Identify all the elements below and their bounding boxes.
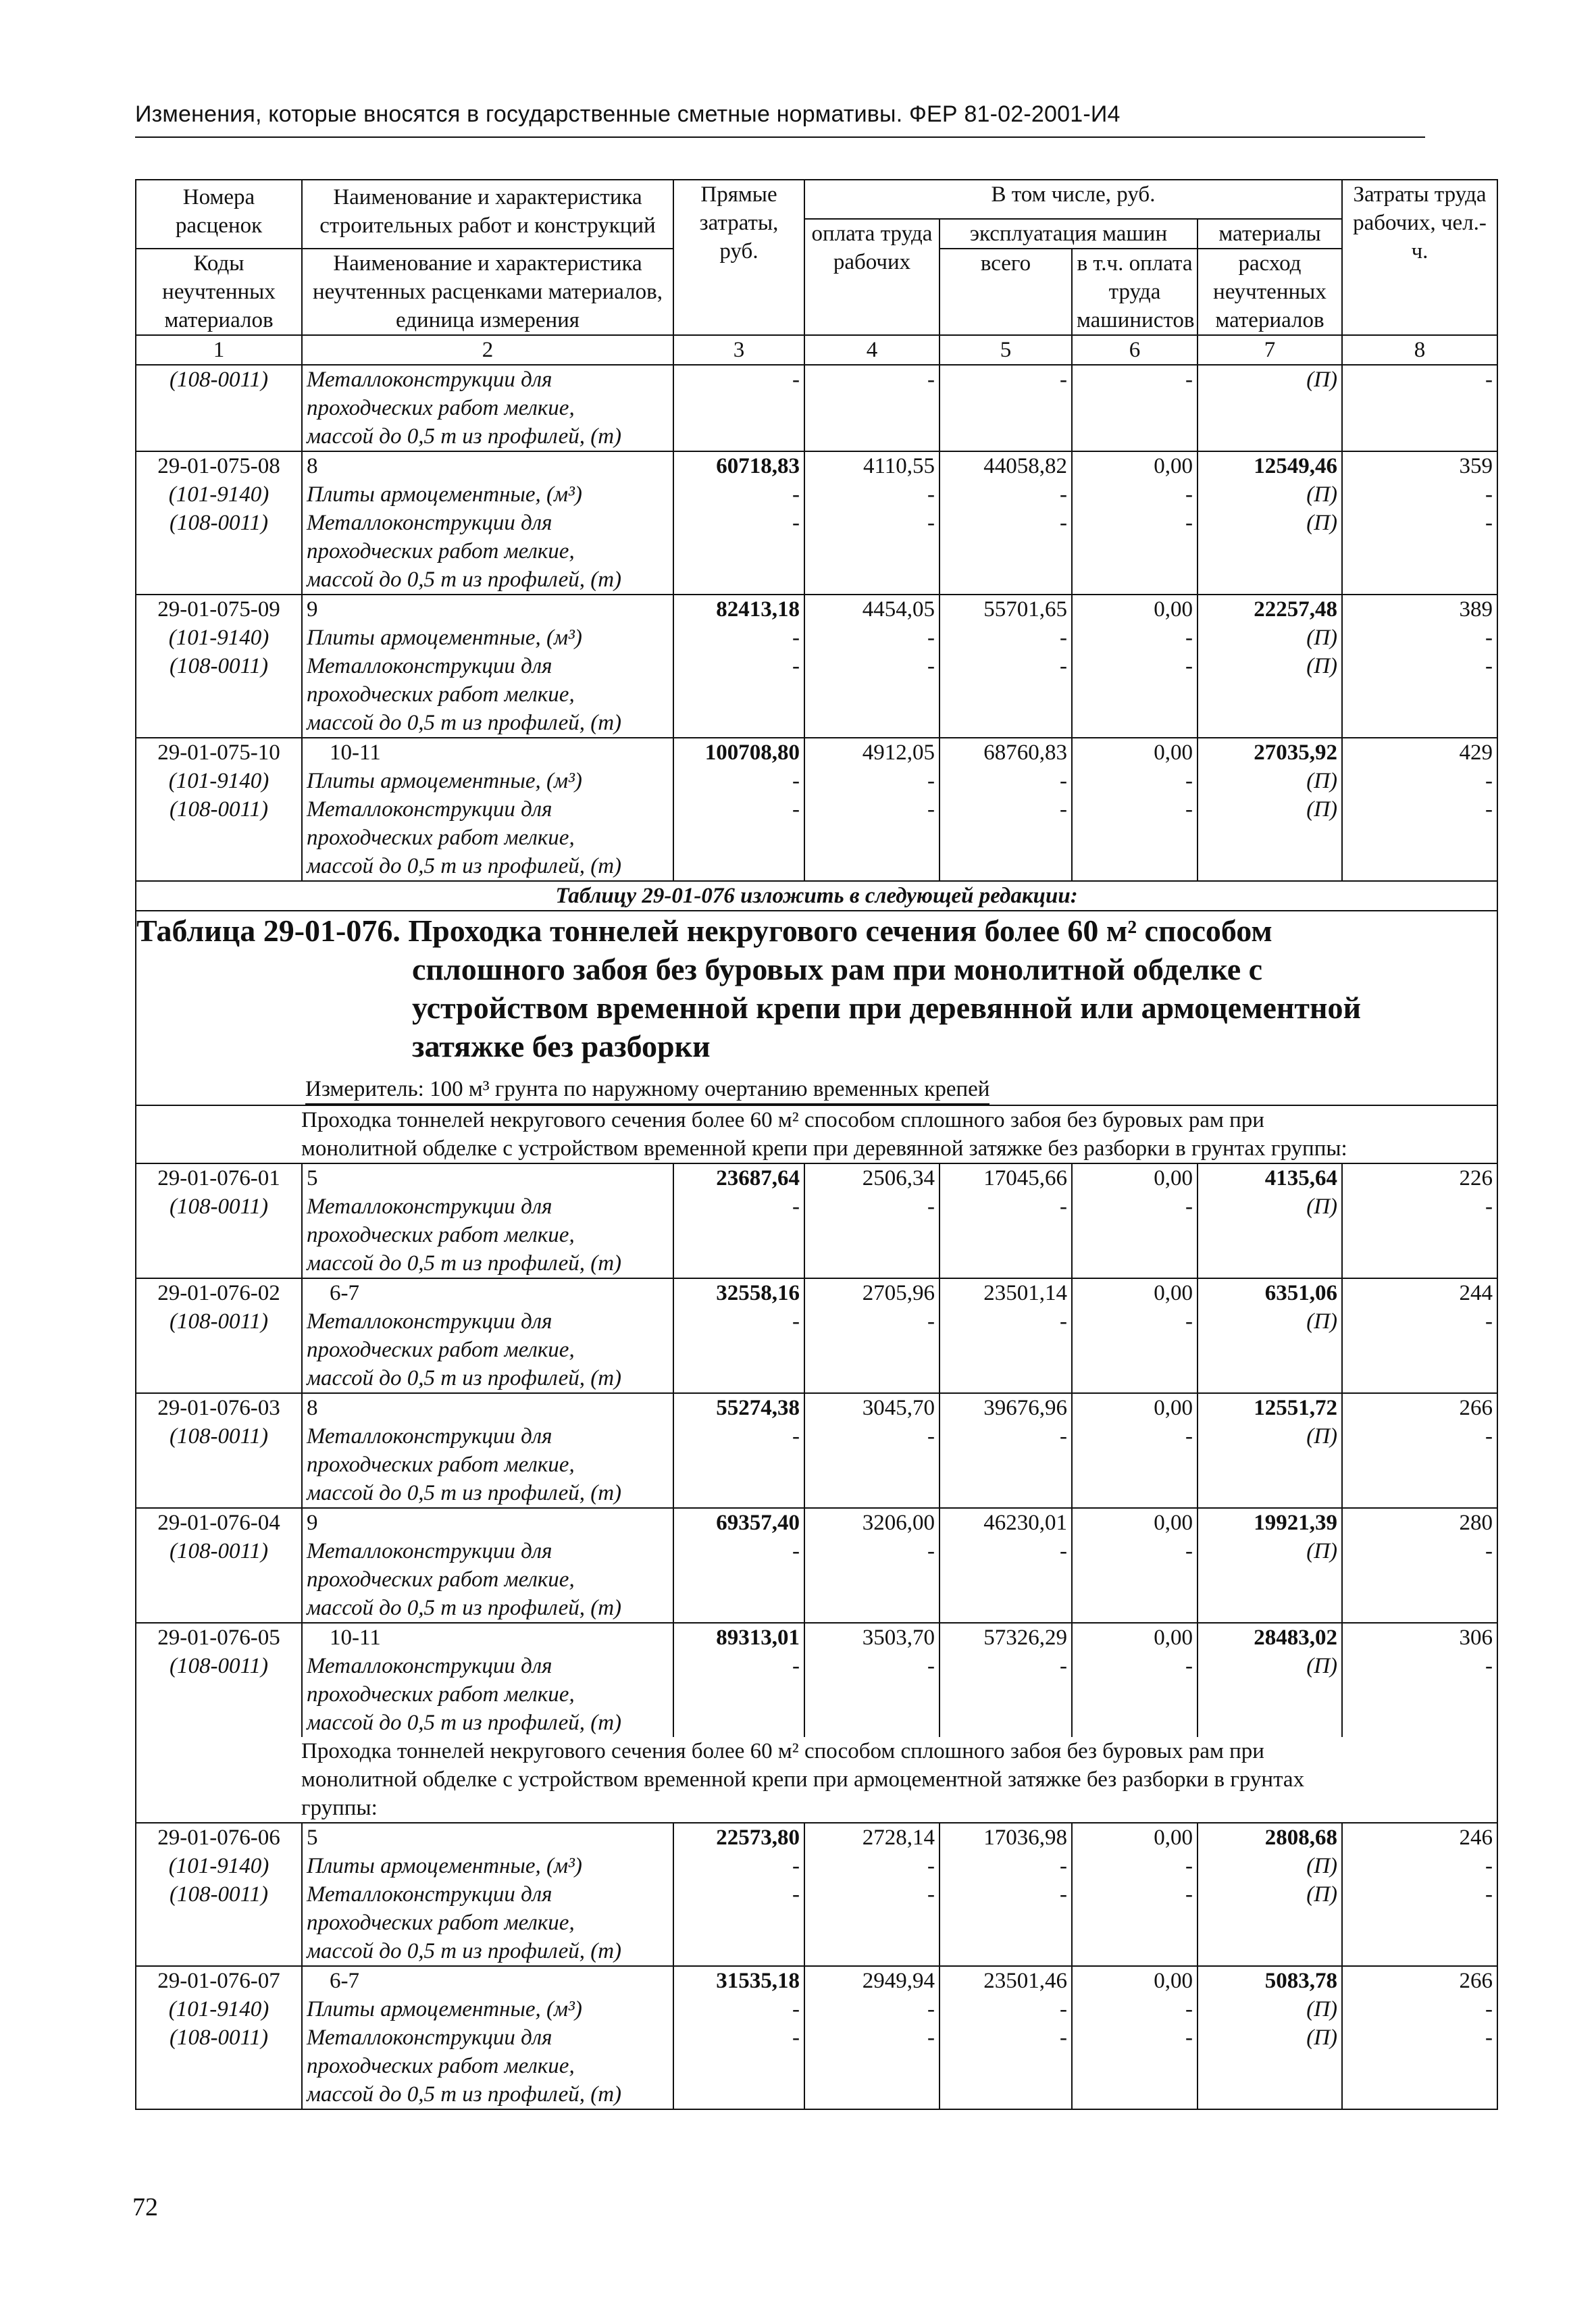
head-rate-numbers: Номера расценок (136, 180, 302, 249)
revision-banner: Таблицу 29-01-076 изложить в следующей редакции: (136, 881, 1497, 911)
table-row: массой до 0,5 т из профилей, (т) (136, 565, 1497, 595)
table-row: массой до 0,5 т из профилей, (т) (136, 422, 1497, 451)
head-direct-costs: Прямые затраты, руб. (673, 180, 804, 335)
group-heading-2-line-2: монолитной обделке с устройством временной крепи при армоцементной затяжке без разборки в грунтах (301, 1767, 1305, 1792)
table-row: (108-0011) Металлоконструкции для - - - - (П) - (136, 1880, 1497, 1909)
table-row: (101-9140) Плиты армоцементные, (м³) - - - - (П) - (136, 1852, 1497, 1880)
table-row: проходческих работ мелкие, (136, 1451, 1497, 1479)
table-row: 29-01-076-03 8 55274,38 3045,70 39676,96 0,00 12551,72 266 (136, 1393, 1497, 1422)
table-row: 29-01-076-07 6-7 31535,18 2949,94 23501,46 0,00 5083,78 266 (136, 1966, 1497, 1995)
table-row: проходческих работ мелкие, (136, 2052, 1497, 2080)
header-rule (135, 136, 1425, 138)
head-material-codes: Коды неучтенных материалов (136, 249, 302, 335)
head-machines-total: всего (939, 249, 1072, 335)
table-row: (108-0011) Металлоконструкции для - - - - (П) - (136, 1192, 1497, 1221)
table-row: (101-9140) Плиты армоцементные, (м³) - - - - (П) - (136, 1995, 1497, 2023)
table-row: 29-01-076-01 5 23687,64 2506,34 17045,66 0,00 4135,64 226 (136, 1163, 1497, 1192)
table-row: (108-0011) Металлоконструкции для - - - - (П) - (136, 1307, 1497, 1336)
head-worker-pay: оплата труда рабочих (804, 219, 939, 335)
table-row: массой до 0,5 т из профилей, (т) (136, 1937, 1497, 1966)
measurement-unit: Измеритель: 100 м³ грунта по наружному очертанию временных крепей (305, 1075, 989, 1105)
table-row: (108-0011) Металлоконструкции для - - - - (П) - (136, 795, 1497, 824)
table-row: массой до 0,5 т из профилей, (т) (136, 1709, 1497, 1737)
table-row: (101-9140) Плиты армоцементные, (м³) - - - - (П) - (136, 480, 1497, 509)
head-material-consumption: расход неучтенных материалов (1198, 249, 1342, 335)
page-number: 72 (132, 2193, 158, 2221)
table-row: (108-0011) Металлоконструкции для - - - - (П) - (136, 2023, 1497, 2052)
table-row: (108-0011) Металлоконструкции для - - - - (П) - (136, 652, 1497, 680)
table-row: проходческих работ мелкие, (136, 1565, 1497, 1594)
table-row: 29-01-076-06 5 22573,80 2728,14 17036,98 0,00 2808,68 246 (136, 1823, 1497, 1852)
table-row: 29-01-075-08 8 60718,83 4110,55 44058,82 0,00 12549,46 359 (136, 451, 1497, 480)
table-row: проходческих работ мелкие, (136, 1909, 1497, 1937)
group-heading-1-line-2: монолитной обделке с устройством временной крепи при деревянной затяжке без разборки в грунтах группы: (301, 1136, 1347, 1161)
table-row: массой до 0,5 т из профилей, (т) (136, 1364, 1497, 1393)
table-title-line-3: устройством временной крепи при деревянной или армоцементной (412, 990, 1361, 1025)
table-row: 29-01-076-05 10-11 89313,01 3503,70 57326,29 0,00 28483,02 306 (136, 1623, 1497, 1652)
head-machinist-pay: в т.ч. оплата труда машинистов (1072, 249, 1198, 335)
table-row: массой до 0,5 т из профилей, (т) (136, 1479, 1497, 1508)
table-row: 29-01-075-10 10-11 100708,80 4912,05 68760,83 0,00 27035,92 429 (136, 738, 1497, 767)
table-row: 29-01-075-09 9 82413,18 4454,05 55701,65 0,00 22257,48 389 (136, 595, 1497, 624)
head-material-name: Наименование и характеристика неучтенных расценками материалов, единица измерения (302, 249, 673, 335)
table-row: массой до 0,5 т из профилей, (т) (136, 1594, 1497, 1623)
revision-banner-row (136, 881, 1497, 911)
table-row: проходческих работ мелкие, (136, 1680, 1497, 1709)
table-row: (108-0011) Металлоконструкции для - - - - (П) - (136, 365, 1497, 394)
table-row: массой до 0,5 т из профилей, (т) (136, 852, 1497, 881)
table-row: (108-0011) Металлоконструкции для - - - - (П) - (136, 1422, 1497, 1451)
table-row: массой до 0,5 т из профилей, (т) (136, 709, 1497, 738)
head-including: В том числе, руб. (804, 180, 1342, 219)
table-row: 29-01-076-02 6-7 32558,16 2705,96 23501,14 0,00 6351,06 244 (136, 1278, 1497, 1307)
table-row: проходческих работ мелкие, (136, 1221, 1497, 1249)
group-heading-2-line-3: группы: (301, 1796, 378, 1820)
table-row: проходческих работ мелкие, (136, 1336, 1497, 1364)
table-row: проходческих работ мелкие, (136, 394, 1497, 422)
table-row: проходческих работ мелкие, (136, 680, 1497, 709)
table-row: (101-9140) Плиты армоцементные, (м³) - - - - (П) - (136, 767, 1497, 795)
group-heading-2-line-1: Проходка тоннелей некругового сечения более 60 м² способом сплошного забоя без буровых рам при (301, 1739, 1264, 1763)
head-labor-costs: Затраты труда рабочих, чел.-ч. (1342, 180, 1497, 335)
table-title-line-1: Таблица 29-01-076. Проходка тоннелей некругового сечения более 60 м² способом (136, 913, 1272, 948)
table-row: проходческих работ мелкие, (136, 824, 1497, 852)
table-row: (108-0011) Металлоконструкции для - - - - (П) - (136, 509, 1497, 537)
table-row: проходческих работ мелкие, (136, 537, 1497, 565)
table-row: (108-0011) Металлоконструкции для - - - - (П) - (136, 1652, 1497, 1680)
table-row: массой до 0,5 т из профилей, (т) (136, 2080, 1497, 2109)
head-materials: материалы (1198, 219, 1342, 249)
table-title-line-4: затяжке без разборки (412, 1029, 711, 1063)
table-row: 29-01-076-04 9 69357,40 3206,00 46230,01 0,00 19921,39 280 (136, 1508, 1497, 1537)
group-heading-1-line-1: Проходка тоннелей некругового сечения более 60 м² способом сплошного забоя без буровых рам при (301, 1108, 1264, 1132)
page-header: Изменения, которые вносятся в государственные сметные нормативы. ФЕР 81-02-2001-И4 (135, 101, 1121, 127)
table-row: (108-0011) Металлоконструкции для - - - - (П) - (136, 1537, 1497, 1565)
table-row: (101-9140) Плиты армоцементные, (м³) - - - - (П) - (136, 624, 1497, 652)
table-row: массой до 0,5 т из профилей, (т) (136, 1249, 1497, 1278)
head-work-name: Наименование и характеристика строительных работ и конструкций (302, 180, 673, 249)
head-machines: эксплуатация машин (939, 219, 1198, 249)
column-numbers-row: 1 2 3 4 5 6 7 8 (136, 335, 1497, 365)
estimate-table (135, 179, 1498, 2110)
table-title (136, 911, 1497, 1065)
table-title-line-2: сплошного забоя без буровых рам при монолитной обделке с (412, 952, 1263, 986)
